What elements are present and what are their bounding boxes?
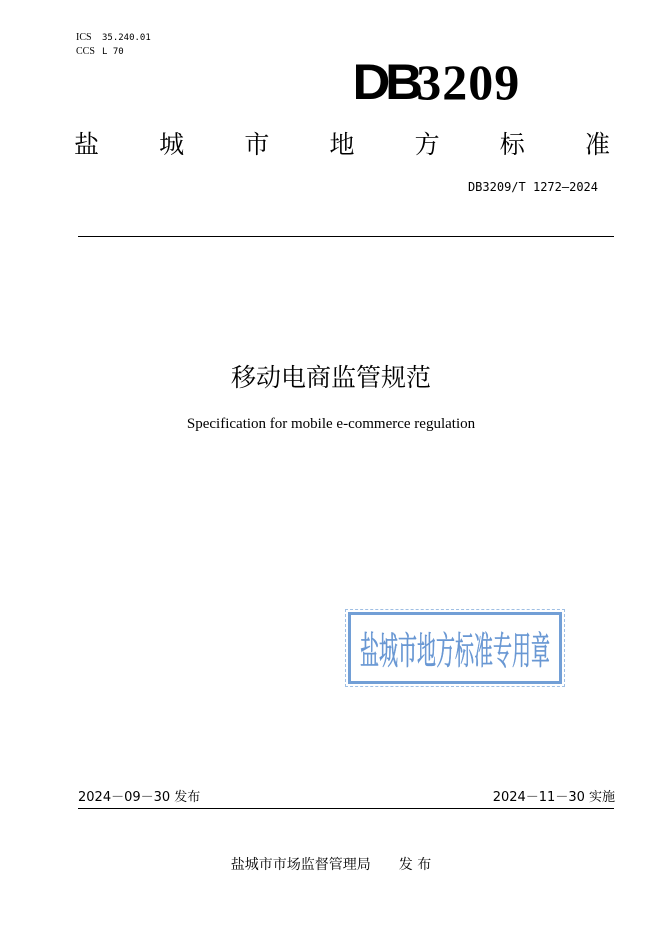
ccs-line	[76, 45, 151, 59]
org-char: 方	[414, 130, 440, 159]
org-char: 市	[244, 130, 270, 159]
classification-block	[76, 31, 151, 59]
org-char: 盐	[74, 130, 100, 159]
document-subtitle: Specification for mobile e-commerce regulation	[186, 416, 476, 432]
seal-lettering: 盐城市地方标准专用章	[360, 629, 550, 673]
document-title: 移动电商监管规范	[230, 363, 431, 392]
organization-heading	[74, 128, 610, 162]
issuer-name: 盐城市市场监督管理局	[230, 857, 371, 873]
org-char: 准	[584, 130, 610, 159]
footer-divider	[78, 808, 614, 809]
org-char: 标	[499, 130, 525, 159]
release-date: 2024－09－30 发布	[78, 790, 201, 805]
standard-logo	[354, 56, 574, 108]
issuer-action: 发 布	[398, 857, 432, 873]
effective-date: 2024－11－30 实施	[492, 790, 615, 805]
official-seal	[348, 612, 562, 684]
ccs-value: L 70	[102, 47, 124, 57]
seal-image	[355, 619, 555, 677]
issuer-line	[0, 854, 662, 874]
ics-label: ICS	[76, 32, 92, 43]
ics-line	[76, 31, 151, 45]
logo-code: 3209	[416, 54, 521, 110]
ics-value: 35.240.01	[102, 33, 151, 43]
org-char: 城	[159, 130, 185, 159]
standard-number: DB3209/T 1272—2024	[467, 180, 598, 194]
org-char: 地	[329, 130, 355, 159]
header-divider	[78, 236, 614, 237]
ccs-label: CCS	[76, 46, 95, 57]
logo-prefix: DB	[352, 54, 418, 110]
